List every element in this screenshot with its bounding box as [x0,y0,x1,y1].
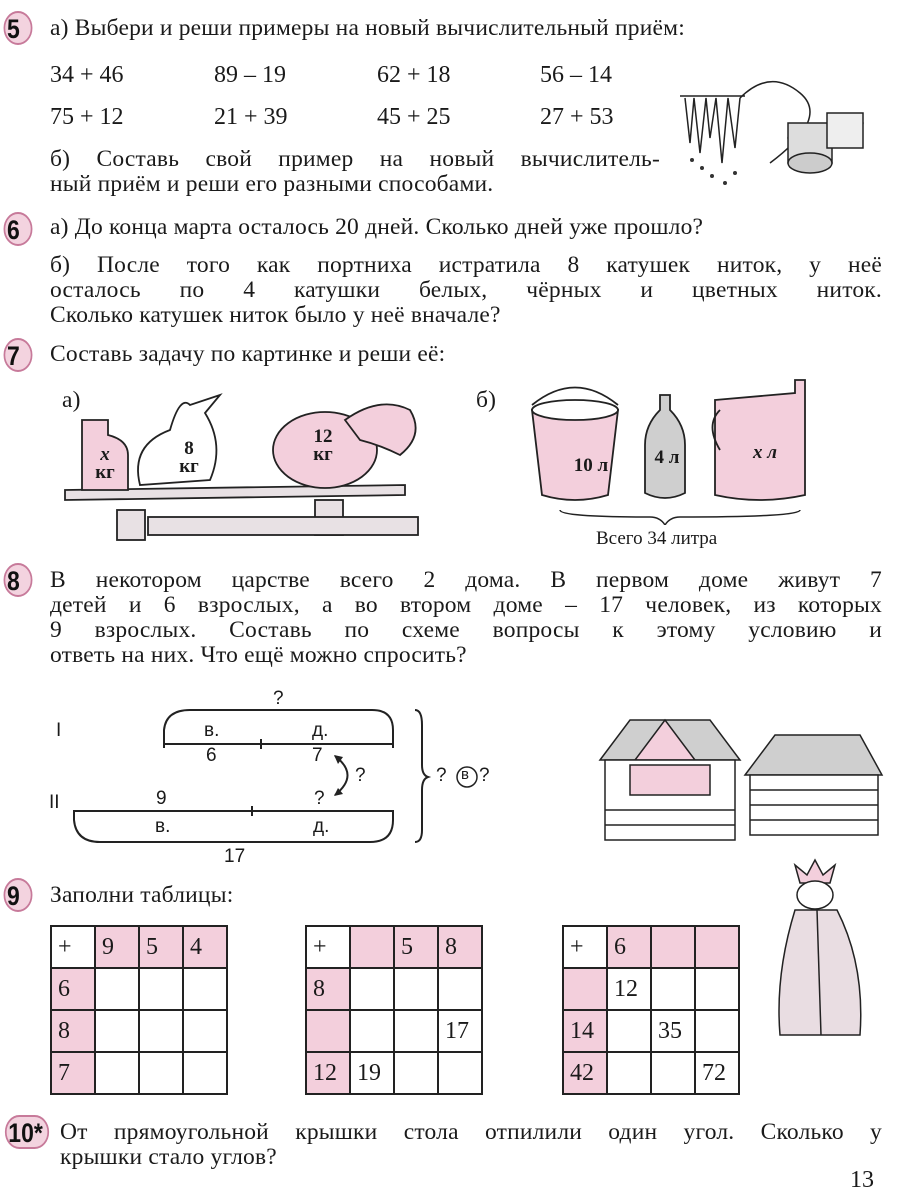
table-cell: 14 [563,1010,607,1052]
table-cell[interactable] [651,926,695,968]
r2-adults-label: в. [155,816,171,837]
table-cell[interactable] [651,1052,695,1094]
task6-a-text: а) До конца марта осталось 20 дней. Сколько дней уже прошло? [50,214,704,240]
task-number-badge: 5 [4,11,33,45]
r2-total-value: 17 [224,846,246,867]
example: 62 + 18 [377,62,451,88]
table-cell[interactable] [695,1010,739,1052]
table-cell[interactable] [183,968,227,1010]
row-label-1: I [56,720,62,741]
table-cell[interactable] [95,1052,139,1094]
task8-line4: ответь на них. Что ещё можно спросить? [50,642,467,668]
task6-b-line2: осталось по 4 катушки белых, чёрных и цветных ниток. [50,277,882,303]
example: 45 + 25 [377,104,451,130]
part-b-label: б) [476,387,497,413]
example: 34 + 46 [50,62,124,88]
table-cell[interactable] [350,1010,394,1052]
table-cell: 8 [306,968,350,1010]
table-cell[interactable] [139,968,183,1010]
table-cell[interactable] [695,926,739,968]
addition-table-2 [305,925,483,1095]
task8-line1: В некотором царстве всего 2 дома. В первом доме живут 7 [50,567,882,593]
table-cell[interactable] [139,1010,183,1052]
table-cell: 7 [51,1052,95,1094]
table-cell[interactable] [183,1052,227,1094]
example: 27 + 53 [540,104,614,130]
row-label-2: II [49,792,60,813]
bucket-label: 10 л [573,455,609,476]
table-cell[interactable] [651,968,695,1010]
r1-adults-value: 6 [206,745,217,766]
circle-letter: в [461,766,469,783]
example: 89 – 19 [214,62,286,88]
jar-weight-label: x кг [95,444,115,483]
task5-b-line2: ный приём и реши его разными способами. [50,171,494,197]
task7-text: Составь задачу по картинке и реши её: [50,341,446,367]
task5-a-text: а) Выбери и реши примеры на новый вычислительный приём: [50,15,685,41]
task10-line2: крышки стало углов? [60,1144,277,1170]
task6-b-line3: Сколько катушек ниток было у неё вначале? [50,302,501,328]
r2-children-value: ? [314,788,325,809]
table-cell: 35 [651,1010,695,1052]
r1-children-value: 7 [312,745,323,766]
table-cell[interactable] [183,1010,227,1052]
canister-label: x л [752,442,777,463]
table-cell: 12 [306,1052,350,1094]
table-cell: + [563,926,607,968]
table-cell[interactable] [95,968,139,1010]
houses-illustration [590,700,885,870]
page-number: 13 [850,1167,874,1193]
table-cell: + [306,926,350,968]
task8-line3: 9 взрослых. Составь по схеме вопросы к этому условию и [50,617,882,643]
example: 56 – 14 [540,62,612,88]
task10-line1: От прямоугольной крышки стола отпилили один угол. Сколько у [60,1119,882,1145]
part-a-label: а) [62,387,81,413]
table-cell[interactable] [95,1010,139,1052]
table-cell[interactable] [394,1010,438,1052]
task9-text: Заполни таблицы: [50,882,234,908]
task-number-badge: 10* [5,1115,49,1149]
table-cell: 72 [695,1052,739,1094]
task-number-badge: 9 [4,878,33,912]
table-cell: 4 [183,926,227,968]
brace-question: ? [436,765,447,786]
table-cell[interactable] [607,1010,651,1052]
addition-table-3 [562,925,740,1095]
table-cell: 12 [607,968,651,1010]
task8-line2: детей и 6 взрослых, а во втором доме – 17 человек, из которых [50,592,882,618]
example: 75 + 12 [50,104,124,130]
table-cell[interactable] [438,1052,482,1094]
r2-children-label: д. [313,816,330,837]
table-cell: 6 [607,926,651,968]
task5-b-line1: б) Составь свой пример на новый вычислитель- [50,146,660,172]
table-cell: 19 [350,1052,394,1094]
table-cell[interactable] [607,1052,651,1094]
table-cell[interactable] [438,968,482,1010]
r1-adults-label: в. [204,720,220,741]
r2-adults-value: 9 [156,788,167,809]
scheme-top-question: ? [273,688,284,709]
table-cell[interactable] [394,968,438,1010]
table-cell[interactable] [394,1052,438,1094]
task-number-badge: 6 [4,212,33,246]
king-illustration [765,855,885,1045]
bottle-label: 4 л [654,447,680,468]
table-cell: + [51,926,95,968]
table-cell[interactable] [563,968,607,1010]
task-number-badge: 7 [4,338,33,372]
table-cell: 5 [139,926,183,968]
table-cell: 42 [563,1052,607,1094]
task-number-badge: 8 [4,563,33,597]
table-cell[interactable] [350,926,394,968]
r1-children-label: д. [312,720,329,741]
icicles-and-spools-illustration [680,68,880,198]
table-cell: 17 [438,1010,482,1052]
arrow-question: ? [355,765,366,786]
example: 21 + 39 [214,104,288,130]
pig-weight-label: 12 кг [313,426,333,465]
table-cell[interactable] [350,968,394,1010]
task6-b-line1: б) После того как портниха истратила 8 катушек ниток, у неё [50,252,882,278]
hen-weight-label: 8 кг [179,438,199,477]
total-volume-label: Всего 34 литра [596,528,718,549]
table-cell[interactable] [139,1052,183,1094]
table-cell: 6 [51,968,95,1010]
addition-table-1 [50,925,228,1095]
table-cell: 8 [438,926,482,968]
scheme-diagram [0,680,600,870]
table-cell: 5 [394,926,438,968]
circle-question: ? [479,765,490,786]
table-cell: 9 [95,926,139,968]
table-cell[interactable] [306,1010,350,1052]
table-cell[interactable] [695,968,739,1010]
table-cell: 8 [51,1010,95,1052]
